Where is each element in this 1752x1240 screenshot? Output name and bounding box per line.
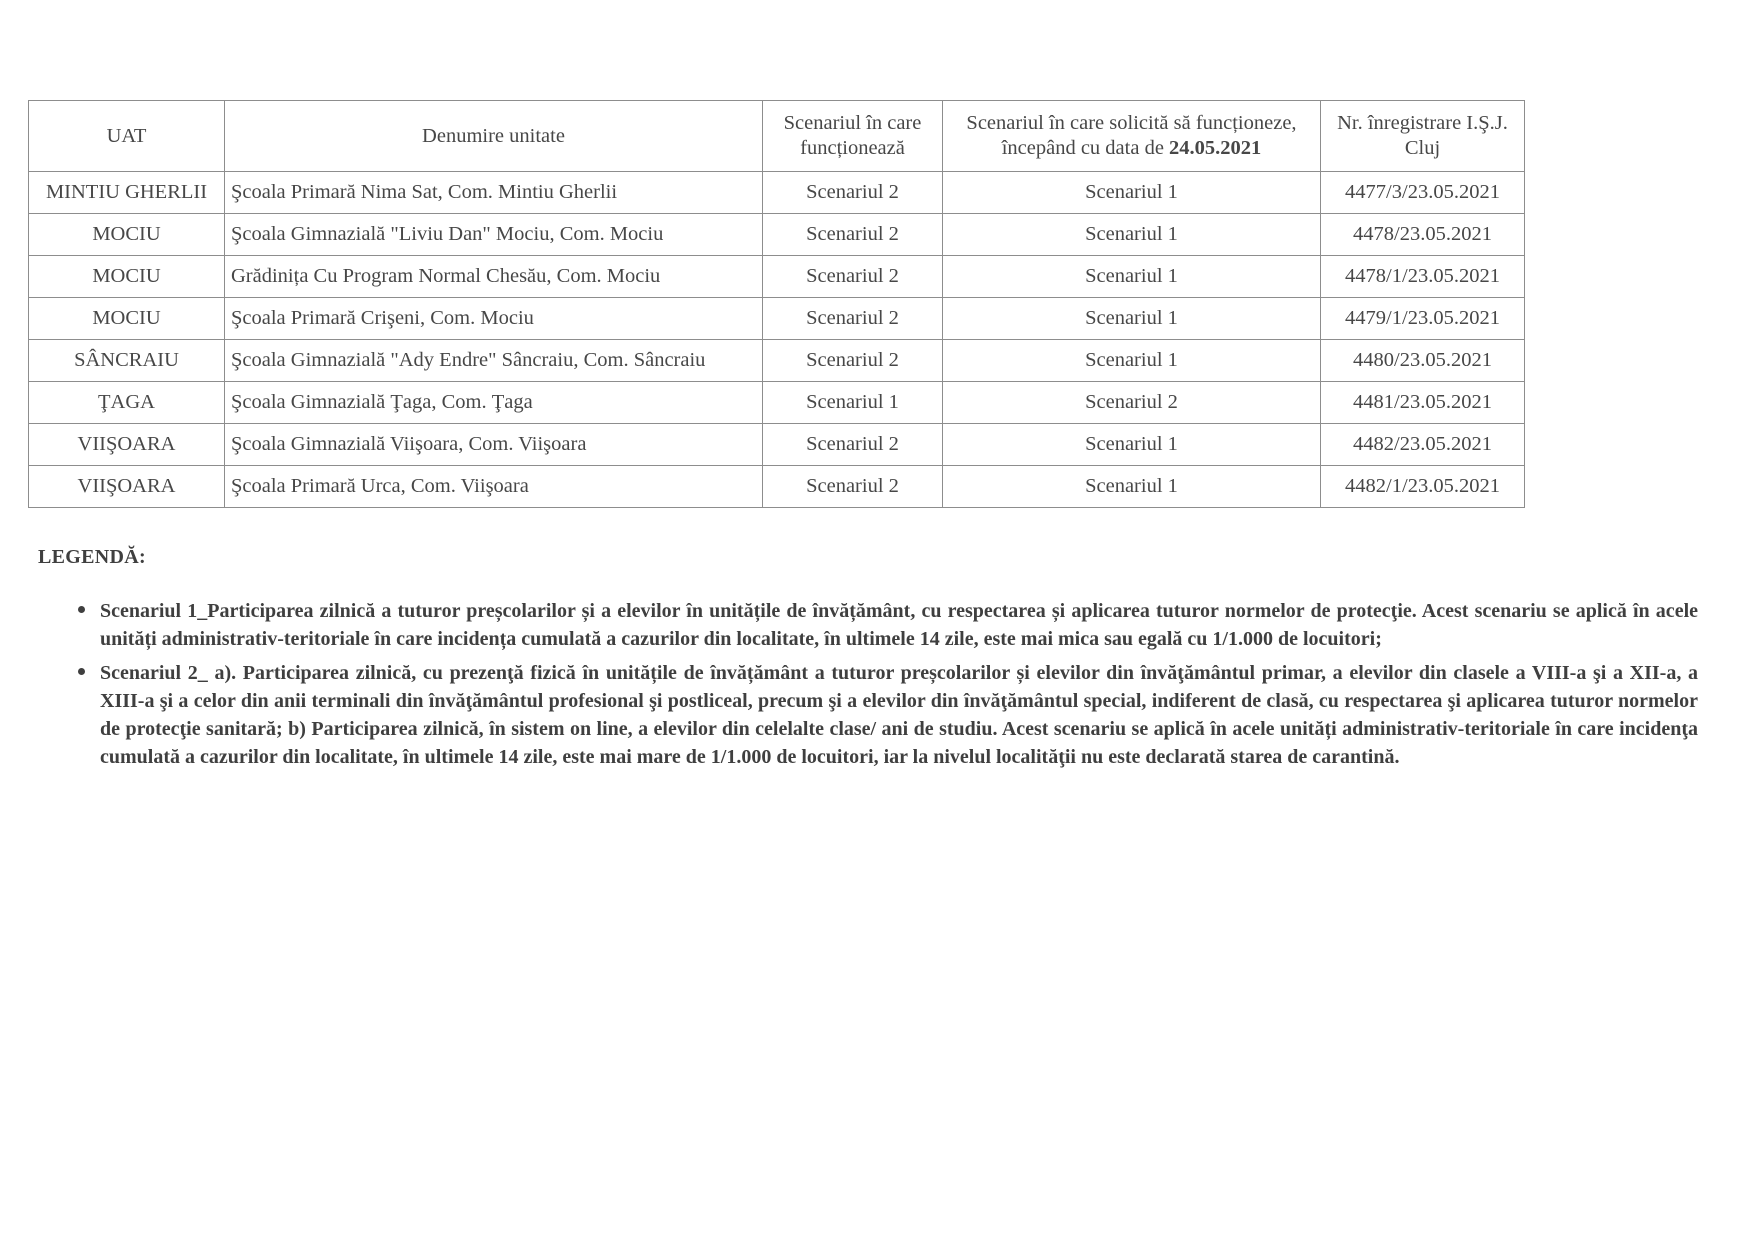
- cell-unit: Şcoala Primară Nima Sat, Com. Mintiu Gherlii: [225, 172, 763, 214]
- cell-registration: 4479/1/23.05.2021: [1321, 298, 1525, 340]
- table-row: [29, 298, 1525, 340]
- cell-requested-scenario: Scenariul 1: [943, 298, 1321, 340]
- cell-current-scenario: Scenariul 2: [763, 466, 943, 508]
- requested-scenario-text: Scenariul în care solicită să funcționeze, începând cu data de: [966, 112, 1297, 159]
- cell-current-scenario: Scenariul 2: [763, 256, 943, 298]
- cell-requested-scenario: Scenariul 1: [943, 256, 1321, 298]
- cell-unit: Şcoala Gimnazială Ţaga, Com. Ţaga: [225, 382, 763, 424]
- scenarios-table: [28, 100, 1525, 508]
- column-header-uat: UAT: [29, 101, 225, 172]
- cell-registration: 4481/23.05.2021: [1321, 382, 1525, 424]
- table-row: [29, 214, 1525, 256]
- cell-registration: 4478/23.05.2021: [1321, 214, 1525, 256]
- cell-registration: 4477/3/23.05.2021: [1321, 172, 1525, 214]
- table-row: [29, 424, 1525, 466]
- bullet-icon: [78, 668, 85, 675]
- legend-item: [28, 659, 1724, 771]
- cell-uat: ŢAGA: [29, 382, 225, 424]
- table-header-row: [29, 101, 1525, 172]
- cell-uat: MOCIU: [29, 256, 225, 298]
- cell-uat: VIIŞOARA: [29, 424, 225, 466]
- table-body: [29, 172, 1525, 508]
- cell-uat: MINTIU GHERLII: [29, 172, 225, 214]
- legend-item-text: Scenariul 2_ a). Participarea zilnică, cu prezenţă fizică în unitățile de învățământ a tuturor preșcolarilor și elevilor din învăţământul primar, a elevilor din clasele a VIII-a şi a XII-a, a XIII-a şi a celor din anii terminali din învăţământul profesional şi postliceal, precum şi a elevilor din învăţământul special, indiferent de clasă, cu respectarea şi aplicarea tuturor normelor de protecţie sanitară; b) Participarea zilnică, în sistem on line, a elevilor din celelalte clase/ ani de studiu. Acest scenariu se aplică în acele unități administrativ-teritoriale în care incidenţa cumulată a cazurilor din localitate, în ultimele 14 zile, este mai mare de 1/1.000 de locuitori, iar la nivelul localităţii nu este declarată starea de carantină.: [100, 662, 1698, 768]
- bullet-icon: [78, 606, 85, 613]
- cell-registration: 4478/1/23.05.2021: [1321, 256, 1525, 298]
- cell-registration: 4480/23.05.2021: [1321, 340, 1525, 382]
- cell-unit: Şcoala Gimnazială "Ady Endre" Sâncraiu, Com. Sâncraiu: [225, 340, 763, 382]
- cell-unit: Şcoala Primară Urca, Com. Viişoara: [225, 466, 763, 508]
- requested-scenario-date: 24.05.2021: [1169, 137, 1262, 159]
- cell-registration: 4482/23.05.2021: [1321, 424, 1525, 466]
- cell-registration: 4482/1/23.05.2021: [1321, 466, 1525, 508]
- column-header-requested-scenario: [943, 101, 1321, 172]
- cell-requested-scenario: Scenariul 1: [943, 466, 1321, 508]
- cell-uat: MOCIU: [29, 214, 225, 256]
- cell-unit: Şcoala Gimnazială "Liviu Dan" Mociu, Com. Mociu: [225, 214, 763, 256]
- table-header: [29, 101, 1525, 172]
- column-header-registration: Nr. înregistrare I.Ş.J. Cluj: [1321, 101, 1525, 172]
- legend-item-text: Scenariul 1_Participarea zilnică a tuturor preșcolarilor și a elevilor în unitățile de învățământ, cu respectarea și aplicarea tuturor normelor de protecţie. Acest scenariu se aplică în acele unități administrativ-teritoriale în care incidența cumulată a cazurilor din localitate, în ultimele 14 zile, este mai mica sau egală cu 1/1.000 de locuitori;: [100, 600, 1698, 650]
- cell-uat: VIIŞOARA: [29, 466, 225, 508]
- cell-current-scenario: Scenariul 2: [763, 214, 943, 256]
- cell-unit: Şcoala Gimnazială Viişoara, Com. Viişoara: [225, 424, 763, 466]
- legend-list: [28, 597, 1724, 771]
- table-row: [29, 256, 1525, 298]
- cell-current-scenario: Scenariul 2: [763, 340, 943, 382]
- column-header-unit: Denumire unitate: [225, 101, 763, 172]
- legend-item: [28, 597, 1724, 653]
- table-row: [29, 382, 1525, 424]
- cell-requested-scenario: Scenariul 1: [943, 340, 1321, 382]
- cell-current-scenario: Scenariul 1: [763, 382, 943, 424]
- legend-title: LEGENDĂ:: [38, 546, 146, 568]
- cell-current-scenario: Scenariul 2: [763, 172, 943, 214]
- cell-uat: MOCIU: [29, 298, 225, 340]
- cell-current-scenario: Scenariul 2: [763, 298, 943, 340]
- cell-uat: SÂNCRAIU: [29, 340, 225, 382]
- cell-unit: Grădinița Cu Program Normal Chesău, Com. Mociu: [225, 256, 763, 298]
- cell-requested-scenario: Scenariul 2: [943, 382, 1321, 424]
- cell-requested-scenario: Scenariul 1: [943, 424, 1321, 466]
- column-header-current-scenario: Scenariul în care funcționează: [763, 101, 943, 172]
- cell-requested-scenario: Scenariul 1: [943, 172, 1321, 214]
- table-row: [29, 466, 1525, 508]
- cell-requested-scenario: Scenariul 1: [943, 214, 1321, 256]
- cell-current-scenario: Scenariul 2: [763, 424, 943, 466]
- table-row: [29, 172, 1525, 214]
- cell-unit: Şcoala Primară Crişeni, Com. Mociu: [225, 298, 763, 340]
- table-row: [29, 340, 1525, 382]
